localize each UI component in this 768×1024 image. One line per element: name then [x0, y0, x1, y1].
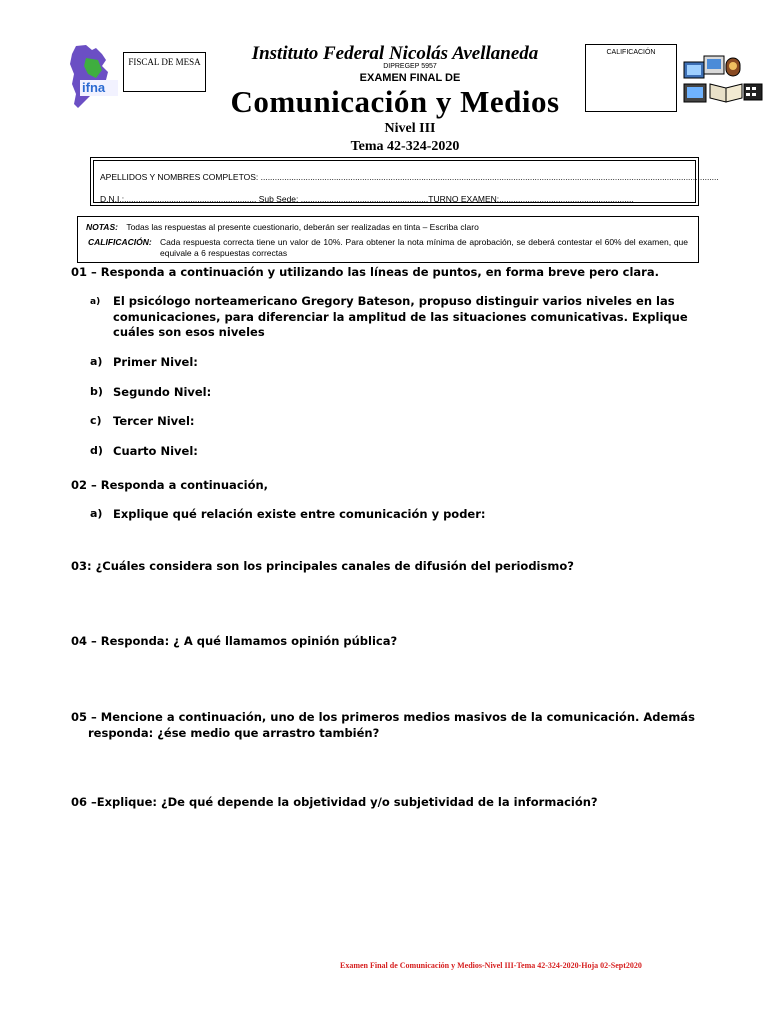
- question-5: [71, 710, 731, 741]
- notes-text: Todas las respuestas al presente cuestionario, deberán ser realizadas en tinta – Escriba claro: [126, 222, 479, 232]
- level-marker: a): [90, 355, 103, 368]
- topic-label: Tema 42-324-2020: [350, 139, 460, 154]
- level-item: Segundo Nivel:: [113, 385, 212, 399]
- level-item: Primer Nivel:: [113, 355, 198, 369]
- question-1: 01 – Responda a continuación y utilizando las líneas de puntos, en forma breve pero clara.: [71, 265, 659, 279]
- question-5-line1: 05 – Mencione a continuación, uno de los primeros medios masivos de la comunicación. Además: [71, 710, 695, 724]
- dipregep-code: DIPREGEP 5957: [383, 63, 437, 70]
- grading-row: [88, 237, 693, 259]
- level-item: Cuarto Nivel:: [113, 444, 198, 458]
- argentina-map-logo: [62, 44, 120, 110]
- question-2a-marker: a): [90, 507, 103, 520]
- exam-type: EXAMEN FINAL DE: [359, 72, 461, 84]
- grading-label: CALIFICACIÓN:: [88, 237, 152, 247]
- grade-box: [585, 44, 677, 112]
- grading-text: Cada respuesta correcta tiene un valor de 10%. Para obtener la nota mínima de aprobación, se deberá contestar el 60% del examen, que equivale a 6 respuestas correctas: [160, 237, 688, 258]
- notes-box: [77, 216, 699, 263]
- level-label: Nivel III: [384, 121, 436, 136]
- page-footer: Examen Final de Comunicación y Medios-Nivel III-Tema 42-324-2020-Hoja 02-Sept2020: [340, 961, 642, 970]
- media-collage-icon: [682, 54, 764, 110]
- question-5-line2: responda: ¿ése medio que arrastro también?: [88, 725, 380, 740]
- grade-box-label: CALIFICACIÓN: [606, 49, 656, 56]
- question-3: 03: ¿Cuáles considera son los principales canales de difusión del periodismo?: [71, 559, 574, 573]
- question-2: 02 – Responda a continuación,: [71, 478, 269, 492]
- notes-row: [86, 222, 479, 232]
- level-marker: b): [90, 385, 103, 398]
- institute-title: Instituto Federal Nicolás Avellaneda: [251, 43, 539, 64]
- level-marker: d): [90, 444, 103, 457]
- question-6: 06 –Explique: ¿De qué depende la objetividad y/o subjetividad de la información?: [71, 795, 598, 809]
- question-1a-marker: a): [90, 297, 101, 307]
- fiscal-label: FISCAL DE MESA: [128, 57, 201, 67]
- question-1a: El psicólogo norteamericano Gregory Bateson, propuso distinguir varios niveles en las comunicaciones, para diferenciar la amplitud de las situaciones comunicativas. Explique cuáles son esos niveles: [113, 294, 688, 339]
- subject-title: Comunicación y Medios: [230, 84, 560, 119]
- student-name-line[interactable]: APELLIDOS Y NOMBRES COMPLETOS: ..................................................................................................................................................................................................: [100, 172, 719, 182]
- student-id-line[interactable]: D.N.I.:........................................................ Sub Sede: ......................................................TURNO EXAMEN:.........................................................: [100, 194, 634, 204]
- notes-label: NOTAS:: [86, 222, 118, 232]
- level-marker: c): [90, 414, 102, 427]
- question-4: 04 – Responda: ¿ A qué llamamos opinión pública?: [71, 634, 398, 648]
- level-item: Tercer Nivel:: [113, 414, 195, 428]
- question-2a: Explique qué relación existe entre comunicación y poder:: [113, 507, 486, 521]
- logo-text: ifna: [82, 80, 106, 95]
- student-data-box: [90, 157, 719, 206]
